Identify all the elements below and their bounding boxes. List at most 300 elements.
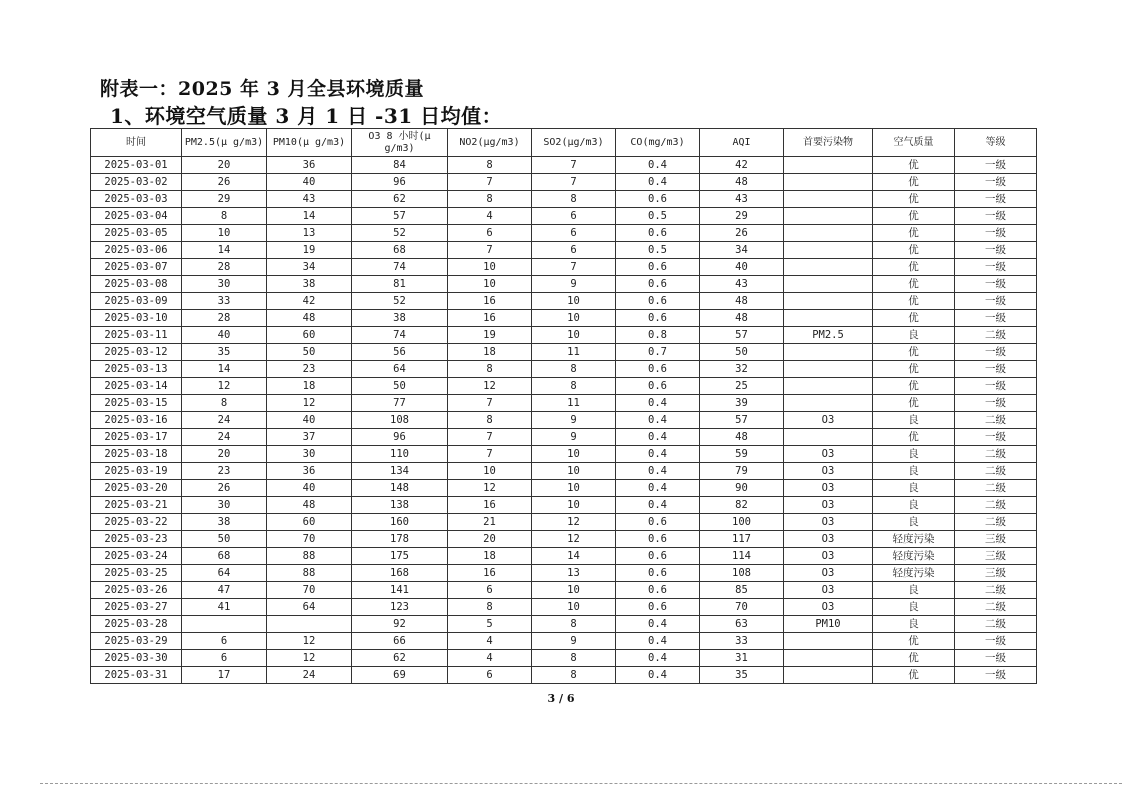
cell-time: 2025-03-09	[91, 293, 182, 310]
cell-aqi: 35	[700, 667, 784, 684]
cell-o3-8h: 81	[352, 276, 448, 293]
column-header-pm25: PM2.5(μ g/m3)	[182, 129, 267, 157]
table-row	[91, 446, 1037, 463]
cell-no2: 4	[448, 650, 532, 667]
cell-air-quality: 优	[873, 361, 955, 378]
cell-time: 2025-03-23	[91, 531, 182, 548]
cell-grade: 一级	[955, 293, 1037, 310]
cell-air-quality: 优	[873, 344, 955, 361]
cell-air-quality: 优	[873, 633, 955, 650]
cell-air-quality: 优	[873, 650, 955, 667]
page-number: 3 / 6	[547, 692, 575, 705]
cell-no2: 6	[448, 582, 532, 599]
cell-air-quality: 良	[873, 463, 955, 480]
table-row	[91, 174, 1037, 191]
cell-so2: 9	[532, 276, 616, 293]
cell-pm25: 8	[182, 208, 267, 225]
table-row	[91, 497, 1037, 514]
cell-air-quality: 良	[873, 616, 955, 633]
cell-grade: 一级	[955, 429, 1037, 446]
cell-time: 2025-03-05	[91, 225, 182, 242]
cell-no2: 4	[448, 208, 532, 225]
table-row	[91, 531, 1037, 548]
cell-aqi: 43	[700, 191, 784, 208]
cell-time: 2025-03-27	[91, 599, 182, 616]
cell-primary-pollutant	[784, 378, 873, 395]
cell-time: 2025-03-28	[91, 616, 182, 633]
table-row	[91, 463, 1037, 480]
cell-so2: 12	[532, 514, 616, 531]
cell-primary-pollutant	[784, 310, 873, 327]
cell-no2: 16	[448, 497, 532, 514]
table-row	[91, 667, 1037, 684]
cell-grade: 三级	[955, 531, 1037, 548]
cell-primary-pollutant	[784, 293, 873, 310]
cell-grade: 一级	[955, 157, 1037, 174]
cell-pm10: 88	[267, 565, 352, 582]
cell-no2: 8	[448, 157, 532, 174]
cell-primary-pollutant	[784, 259, 873, 276]
cell-primary-pollutant	[784, 191, 873, 208]
cell-time: 2025-03-11	[91, 327, 182, 344]
cell-o3-8h: 178	[352, 531, 448, 548]
cell-primary-pollutant: O3	[784, 514, 873, 531]
cell-time: 2025-03-04	[91, 208, 182, 225]
table-row	[91, 633, 1037, 650]
cell-co: 0.6	[616, 259, 700, 276]
cell-pm10	[267, 616, 352, 633]
cell-o3-8h: 168	[352, 565, 448, 582]
cell-pm25: 40	[182, 327, 267, 344]
column-header-co: CO(mg/m3)	[616, 129, 700, 157]
cell-grade: 三级	[955, 565, 1037, 582]
table-row	[91, 276, 1037, 293]
cell-aqi: 39	[700, 395, 784, 412]
cell-co: 0.4	[616, 650, 700, 667]
cell-pm25: 26	[182, 174, 267, 191]
cell-so2: 10	[532, 293, 616, 310]
cell-pm25: 50	[182, 531, 267, 548]
cell-pm25: 24	[182, 412, 267, 429]
cell-no2: 5	[448, 616, 532, 633]
table-row	[91, 327, 1037, 344]
cell-primary-pollutant	[784, 361, 873, 378]
cell-air-quality: 优	[873, 174, 955, 191]
cell-pm25: 24	[182, 429, 267, 446]
cell-pm25: 26	[182, 480, 267, 497]
cell-o3-8h: 92	[352, 616, 448, 633]
table-row	[91, 480, 1037, 497]
cell-co: 0.8	[616, 327, 700, 344]
cell-so2: 11	[532, 344, 616, 361]
cell-aqi: 43	[700, 276, 784, 293]
cell-grade: 一级	[955, 174, 1037, 191]
column-header-time: 时间	[91, 129, 182, 157]
cell-time: 2025-03-17	[91, 429, 182, 446]
cell-primary-pollutant	[784, 429, 873, 446]
cell-so2: 10	[532, 599, 616, 616]
cell-primary-pollutant	[784, 242, 873, 259]
cell-no2: 7	[448, 446, 532, 463]
cell-air-quality: 优	[873, 208, 955, 225]
cell-grade: 二级	[955, 497, 1037, 514]
cell-grade: 二级	[955, 327, 1037, 344]
cell-time: 2025-03-26	[91, 582, 182, 599]
cell-o3-8h: 84	[352, 157, 448, 174]
cell-o3-8h: 96	[352, 429, 448, 446]
cell-time: 2025-03-22	[91, 514, 182, 531]
cell-co: 0.5	[616, 242, 700, 259]
cell-pm25: 29	[182, 191, 267, 208]
cell-pm10: 42	[267, 293, 352, 310]
cell-pm10: 38	[267, 276, 352, 293]
cell-o3-8h: 62	[352, 650, 448, 667]
scan-edge-divider	[40, 783, 1122, 784]
table-row	[91, 310, 1037, 327]
column-header-grade: 等级	[955, 129, 1037, 157]
cell-pm10: 19	[267, 242, 352, 259]
table-row	[91, 378, 1037, 395]
cell-time: 2025-03-18	[91, 446, 182, 463]
cell-grade: 一级	[955, 276, 1037, 293]
cell-pm10: 43	[267, 191, 352, 208]
cell-no2: 7	[448, 395, 532, 412]
cell-pm10: 48	[267, 310, 352, 327]
cell-so2: 8	[532, 667, 616, 684]
cell-time: 2025-03-06	[91, 242, 182, 259]
cell-air-quality: 优	[873, 429, 955, 446]
cell-aqi: 57	[700, 327, 784, 344]
cell-co: 0.6	[616, 548, 700, 565]
cell-co: 0.4	[616, 429, 700, 446]
cell-pm25: 12	[182, 378, 267, 395]
cell-primary-pollutant	[784, 667, 873, 684]
cell-time: 2025-03-30	[91, 650, 182, 667]
cell-pm10: 70	[267, 582, 352, 599]
cell-pm25: 17	[182, 667, 267, 684]
cell-pm25: 20	[182, 446, 267, 463]
cell-pm25: 41	[182, 599, 267, 616]
cell-pm25: 6	[182, 633, 267, 650]
cell-pm10: 88	[267, 548, 352, 565]
cell-time: 2025-03-12	[91, 344, 182, 361]
column-header-air-quality: 空气质量	[873, 129, 955, 157]
cell-aqi: 48	[700, 429, 784, 446]
cell-aqi: 34	[700, 242, 784, 259]
table-row	[91, 616, 1037, 633]
cell-co: 0.4	[616, 633, 700, 650]
cell-air-quality: 优	[873, 225, 955, 242]
cell-no2: 6	[448, 667, 532, 684]
cell-time: 2025-03-29	[91, 633, 182, 650]
cell-co: 0.6	[616, 582, 700, 599]
cell-so2: 10	[532, 310, 616, 327]
table-row	[91, 548, 1037, 565]
cell-co: 0.6	[616, 225, 700, 242]
cell-pm10: 12	[267, 633, 352, 650]
cell-aqi: 42	[700, 157, 784, 174]
cell-co: 0.4	[616, 446, 700, 463]
cell-co: 0.6	[616, 361, 700, 378]
cell-pm10: 60	[267, 514, 352, 531]
cell-grade: 一级	[955, 378, 1037, 395]
cell-grade: 一级	[955, 667, 1037, 684]
cell-grade: 二级	[955, 480, 1037, 497]
table-row	[91, 242, 1037, 259]
cell-time: 2025-03-16	[91, 412, 182, 429]
cell-o3-8h: 175	[352, 548, 448, 565]
cell-pm10: 64	[267, 599, 352, 616]
cell-pm10: 40	[267, 480, 352, 497]
cell-so2: 10	[532, 327, 616, 344]
cell-time: 2025-03-07	[91, 259, 182, 276]
cell-pm25	[182, 616, 267, 633]
cell-no2: 18	[448, 344, 532, 361]
table-row	[91, 565, 1037, 582]
cell-co: 0.6	[616, 514, 700, 531]
cell-no2: 7	[448, 174, 532, 191]
cell-pm10: 30	[267, 446, 352, 463]
cell-grade: 一级	[955, 344, 1037, 361]
cell-primary-pollutant: O3	[784, 463, 873, 480]
cell-o3-8h: 138	[352, 497, 448, 514]
cell-pm10: 36	[267, 463, 352, 480]
cell-co: 0.4	[616, 616, 700, 633]
cell-co: 0.4	[616, 497, 700, 514]
cell-aqi: 70	[700, 599, 784, 616]
cell-air-quality: 良	[873, 514, 955, 531]
cell-pm25: 28	[182, 259, 267, 276]
cell-co: 0.4	[616, 174, 700, 191]
air-quality-table	[90, 128, 1037, 684]
cell-pm25: 33	[182, 293, 267, 310]
cell-pm25: 47	[182, 582, 267, 599]
cell-aqi: 100	[700, 514, 784, 531]
cell-aqi: 85	[700, 582, 784, 599]
cell-grade: 二级	[955, 616, 1037, 633]
cell-o3-8h: 74	[352, 259, 448, 276]
cell-so2: 6	[532, 208, 616, 225]
cell-o3-8h: 50	[352, 378, 448, 395]
cell-air-quality: 良	[873, 446, 955, 463]
cell-so2: 8	[532, 616, 616, 633]
cell-pm25: 64	[182, 565, 267, 582]
cell-air-quality: 优	[873, 242, 955, 259]
cell-pm25: 10	[182, 225, 267, 242]
cell-no2: 8	[448, 361, 532, 378]
cell-time: 2025-03-13	[91, 361, 182, 378]
cell-air-quality: 良	[873, 497, 955, 514]
cell-co: 0.6	[616, 565, 700, 582]
cell-o3-8h: 160	[352, 514, 448, 531]
cell-co: 0.4	[616, 463, 700, 480]
cell-air-quality: 优	[873, 378, 955, 395]
cell-o3-8h: 56	[352, 344, 448, 361]
cell-pm10: 24	[267, 667, 352, 684]
table-row	[91, 582, 1037, 599]
cell-pm10: 36	[267, 157, 352, 174]
cell-time: 2025-03-01	[91, 157, 182, 174]
cell-time: 2025-03-21	[91, 497, 182, 514]
cell-air-quality: 优	[873, 310, 955, 327]
cell-co: 0.4	[616, 480, 700, 497]
cell-pm10: 50	[267, 344, 352, 361]
cell-grade: 一级	[955, 208, 1037, 225]
cell-no2: 16	[448, 565, 532, 582]
cell-aqi: 108	[700, 565, 784, 582]
cell-pm10: 23	[267, 361, 352, 378]
cell-aqi: 26	[700, 225, 784, 242]
cell-pm10: 70	[267, 531, 352, 548]
cell-pm25: 14	[182, 361, 267, 378]
cell-air-quality: 良	[873, 412, 955, 429]
cell-pm25: 28	[182, 310, 267, 327]
cell-pm25: 38	[182, 514, 267, 531]
cell-pm10: 60	[267, 327, 352, 344]
cell-so2: 9	[532, 412, 616, 429]
table-row	[91, 293, 1037, 310]
cell-no2: 10	[448, 463, 532, 480]
cell-aqi: 79	[700, 463, 784, 480]
cell-aqi: 48	[700, 174, 784, 191]
cell-pm10: 12	[267, 395, 352, 412]
cell-grade: 二级	[955, 582, 1037, 599]
cell-grade: 二级	[955, 514, 1037, 531]
cell-primary-pollutant	[784, 225, 873, 242]
table-row	[91, 344, 1037, 361]
cell-co: 0.5	[616, 208, 700, 225]
cell-so2: 9	[532, 429, 616, 446]
cell-primary-pollutant	[784, 208, 873, 225]
cell-primary-pollutant: O3	[784, 599, 873, 616]
cell-so2: 10	[532, 497, 616, 514]
cell-o3-8h: 77	[352, 395, 448, 412]
cell-grade: 一级	[955, 395, 1037, 412]
cell-grade: 一级	[955, 633, 1037, 650]
cell-so2: 13	[532, 565, 616, 582]
cell-pm10: 34	[267, 259, 352, 276]
cell-o3-8h: 134	[352, 463, 448, 480]
cell-aqi: 29	[700, 208, 784, 225]
cell-grade: 一级	[955, 225, 1037, 242]
cell-so2: 10	[532, 463, 616, 480]
cell-so2: 8	[532, 361, 616, 378]
cell-air-quality: 轻度污染	[873, 565, 955, 582]
cell-primary-pollutant: O3	[784, 531, 873, 548]
table-row	[91, 429, 1037, 446]
cell-so2: 8	[532, 191, 616, 208]
cell-primary-pollutant	[784, 276, 873, 293]
cell-grade: 一级	[955, 361, 1037, 378]
cell-grade: 一级	[955, 191, 1037, 208]
cell-air-quality: 优	[873, 259, 955, 276]
cell-primary-pollutant: PM2.5	[784, 327, 873, 344]
cell-primary-pollutant: O3	[784, 565, 873, 582]
cell-time: 2025-03-10	[91, 310, 182, 327]
cell-time: 2025-03-03	[91, 191, 182, 208]
cell-co: 0.6	[616, 191, 700, 208]
cell-air-quality: 优	[873, 293, 955, 310]
cell-pm25: 8	[182, 395, 267, 412]
cell-so2: 14	[532, 548, 616, 565]
table-row	[91, 395, 1037, 412]
cell-aqi: 50	[700, 344, 784, 361]
cell-pm10: 13	[267, 225, 352, 242]
cell-no2: 16	[448, 293, 532, 310]
cell-primary-pollutant: O3	[784, 480, 873, 497]
cell-grade: 一级	[955, 650, 1037, 667]
cell-pm10: 37	[267, 429, 352, 446]
cell-aqi: 48	[700, 310, 784, 327]
cell-aqi: 82	[700, 497, 784, 514]
cell-time: 2025-03-31	[91, 667, 182, 684]
cell-so2: 6	[532, 242, 616, 259]
column-header-so2: SO2(μg/m3)	[532, 129, 616, 157]
table-row	[91, 208, 1037, 225]
cell-no2: 10	[448, 276, 532, 293]
cell-so2: 8	[532, 650, 616, 667]
cell-air-quality: 良	[873, 480, 955, 497]
column-header-aqi: AQI	[700, 129, 784, 157]
cell-pm25: 30	[182, 497, 267, 514]
cell-grade: 二级	[955, 446, 1037, 463]
table-row	[91, 650, 1037, 667]
cell-aqi: 59	[700, 446, 784, 463]
cell-co: 0.6	[616, 276, 700, 293]
cell-o3-8h: 69	[352, 667, 448, 684]
cell-o3-8h: 108	[352, 412, 448, 429]
cell-no2: 20	[448, 531, 532, 548]
cell-no2: 8	[448, 599, 532, 616]
cell-grade: 二级	[955, 463, 1037, 480]
cell-aqi: 57	[700, 412, 784, 429]
cell-no2: 16	[448, 310, 532, 327]
cell-air-quality: 轻度污染	[873, 548, 955, 565]
cell-primary-pollutant: PM10	[784, 616, 873, 633]
cell-o3-8h: 57	[352, 208, 448, 225]
cell-pm25: 6	[182, 650, 267, 667]
cell-so2: 10	[532, 446, 616, 463]
cell-no2: 7	[448, 429, 532, 446]
cell-time: 2025-03-15	[91, 395, 182, 412]
cell-o3-8h: 141	[352, 582, 448, 599]
cell-primary-pollutant	[784, 650, 873, 667]
table-row	[91, 157, 1037, 174]
table-row	[91, 412, 1037, 429]
cell-no2: 21	[448, 514, 532, 531]
cell-o3-8h: 68	[352, 242, 448, 259]
cell-aqi: 25	[700, 378, 784, 395]
cell-co: 0.4	[616, 412, 700, 429]
cell-no2: 12	[448, 480, 532, 497]
cell-co: 0.6	[616, 310, 700, 327]
cell-aqi: 32	[700, 361, 784, 378]
cell-grade: 二级	[955, 599, 1037, 616]
cell-pm10: 12	[267, 650, 352, 667]
cell-pm25: 35	[182, 344, 267, 361]
column-header-no2: NO2(μg/m3)	[448, 129, 532, 157]
cell-o3-8h: 64	[352, 361, 448, 378]
cell-no2: 4	[448, 633, 532, 650]
cell-so2: 11	[532, 395, 616, 412]
table-row	[91, 361, 1037, 378]
cell-no2: 18	[448, 548, 532, 565]
cell-primary-pollutant: O3	[784, 548, 873, 565]
cell-aqi: 40	[700, 259, 784, 276]
cell-air-quality: 优	[873, 667, 955, 684]
document-heading: 附表一：2025 年 3 月全县环境质量	[100, 78, 424, 100]
cell-air-quality: 优	[873, 395, 955, 412]
